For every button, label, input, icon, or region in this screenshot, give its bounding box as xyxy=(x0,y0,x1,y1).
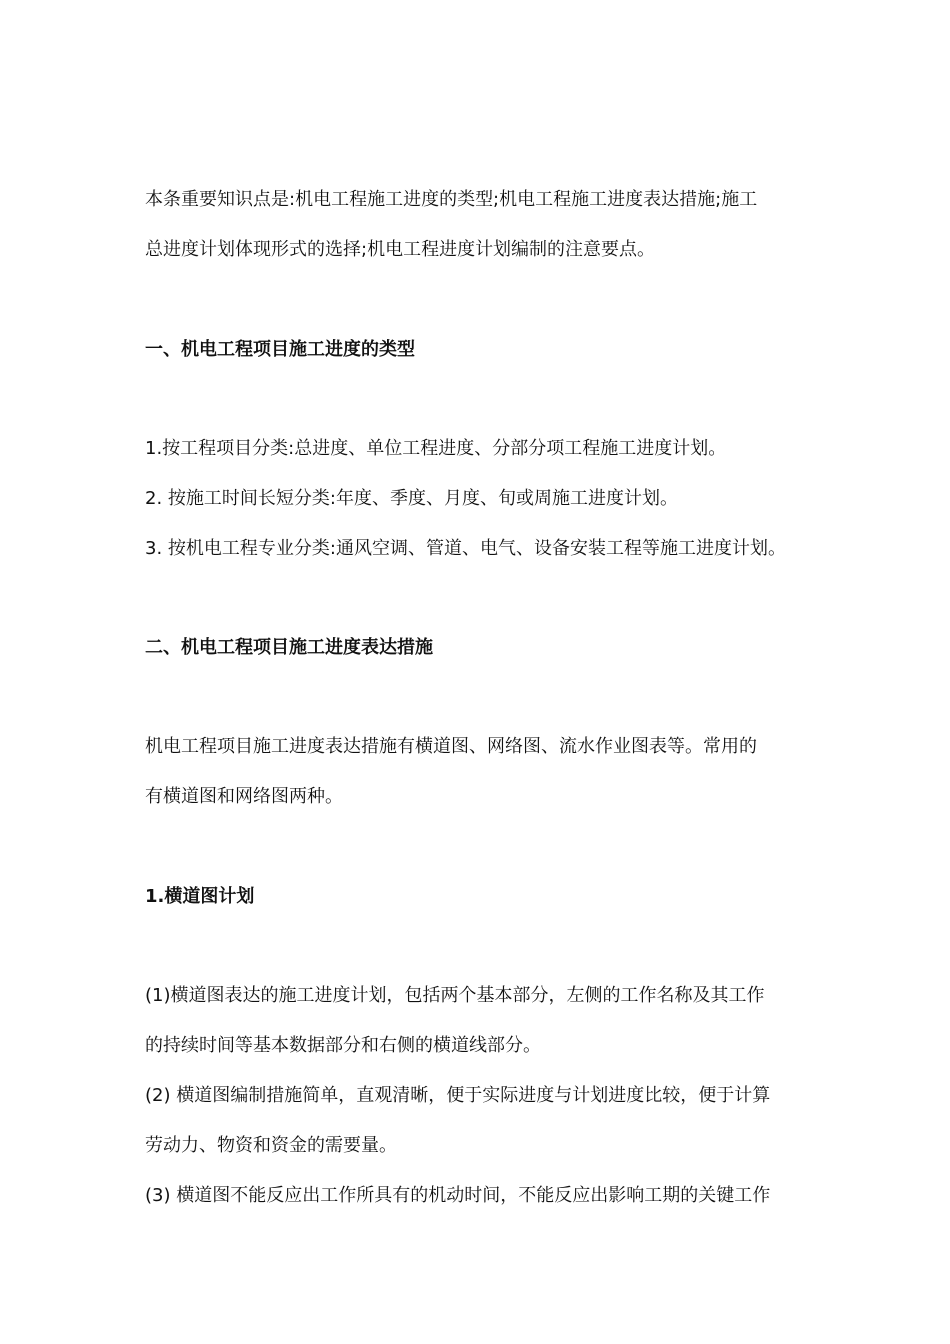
section-1-item-1: 1.按工程项目分类:总进度、单位工程进度、分部分项工程施工进度计划。 xyxy=(145,438,727,459)
section-2-para-line-2: 有横道图和网络图两种。 xyxy=(145,786,343,807)
subsection-1-line-1: (1)横道图表达的施工进度计划，包括两个基本部分，左侧的工作名称及其工作 xyxy=(145,985,765,1006)
section-1-heading: 一、机电工程项目施工进度的类型 xyxy=(145,339,415,360)
subsection-1-line-4: 劳动力、物资和资金的需要量。 xyxy=(145,1135,397,1156)
section-1-item-2: 2. 按施工时间长短分类:年度、季度、月度、旬或周施工进度计划。 xyxy=(145,488,678,509)
section-2-heading: 二、机电工程项目施工进度表达措施 xyxy=(145,637,433,658)
intro-line-2: 总进度计划体现形式的选择;机电工程进度计划编制的注意要点。 xyxy=(145,239,656,260)
section-1-item-3: 3. 按机电工程专业分类:通风空调、管道、电气、设备安装工程等施工进度计划。 xyxy=(145,538,786,559)
subsection-1-line-2: 的持续时间等基本数据部分和右侧的横道线部分。 xyxy=(145,1035,541,1056)
intro-line-1: 本条重要知识点是:机电工程施工进度的类型;机电工程施工进度表达措施;施工 xyxy=(145,189,758,210)
subsection-1-line-5: (3) 横道图不能反应出工作所具有的机动时间，不能反应出影响工期的关键工作 xyxy=(145,1185,771,1206)
subsection-1-heading: 1.横道图计划 xyxy=(145,886,255,907)
section-2-para-line-1: 机电工程项目施工进度表达措施有横道图、网络图、流水作业图表等。常用的 xyxy=(145,736,757,757)
subsection-1-line-3: (2) 横道图编制措施简单，直观清晰，便于实际进度与计划进度比较，便于计算 xyxy=(145,1085,771,1106)
